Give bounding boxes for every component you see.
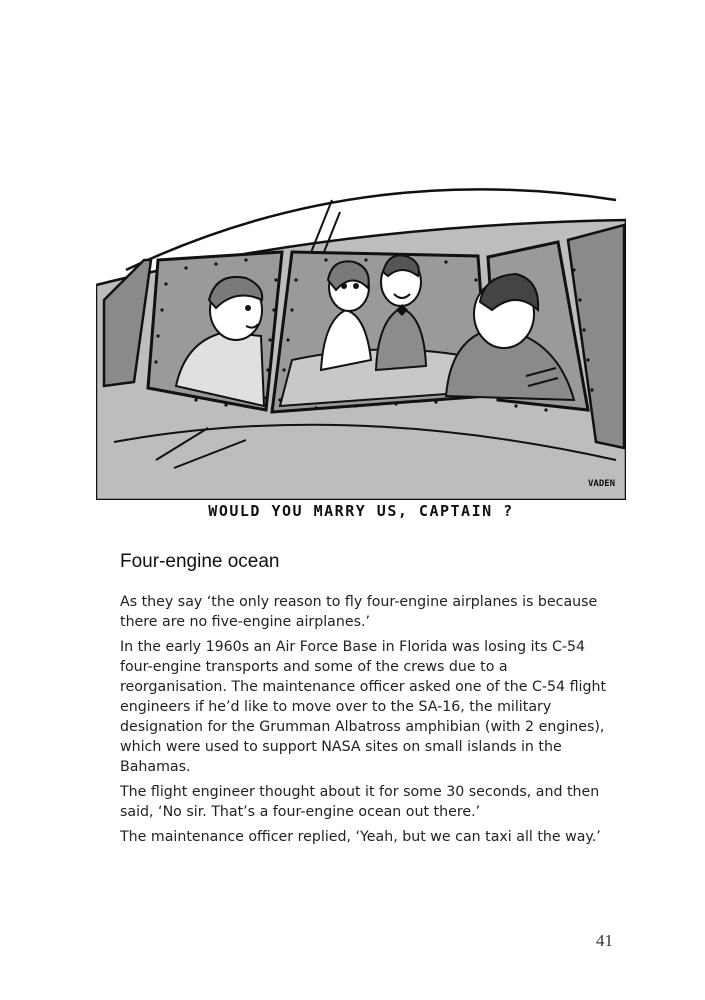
cockpit-drawing (96, 160, 626, 500)
paragraph: As they say ‘the only reason to fly four-engine airplanes is because there are no five-engine airplanes.’ (120, 594, 598, 630)
page-number: 41 (596, 931, 613, 950)
paragraph: In the early 1960s an Air Force Base in Florida was losing its C-54 four-engine transports and some of the crews due to a reorganisation. The maintenance officer asked one of the C-54 flight engineers if he’d like to move over to the SA-16, the military designation for the Grumman Albatross amphibian (with 2 engines), which were used to support NASA sites on small islands in the Bahamas. (120, 639, 607, 775)
paragraph: The flight engineer thought about it for some 30 seconds, and then said, ‘No sir. That’s a four-engine ocean out there.’ (120, 784, 600, 820)
cartoon-caption: WOULD YOU MARRY US, CAPTAIN ? (208, 502, 514, 520)
body-text (120, 592, 610, 852)
paragraph: The maintenance officer replied, ‘Yeah, but we can taxi all the way.’ (120, 829, 601, 845)
cartoon-illustration (96, 160, 626, 500)
section-heading: Four-engine ocean (120, 551, 280, 572)
artist-signature: VADEN (588, 479, 616, 489)
